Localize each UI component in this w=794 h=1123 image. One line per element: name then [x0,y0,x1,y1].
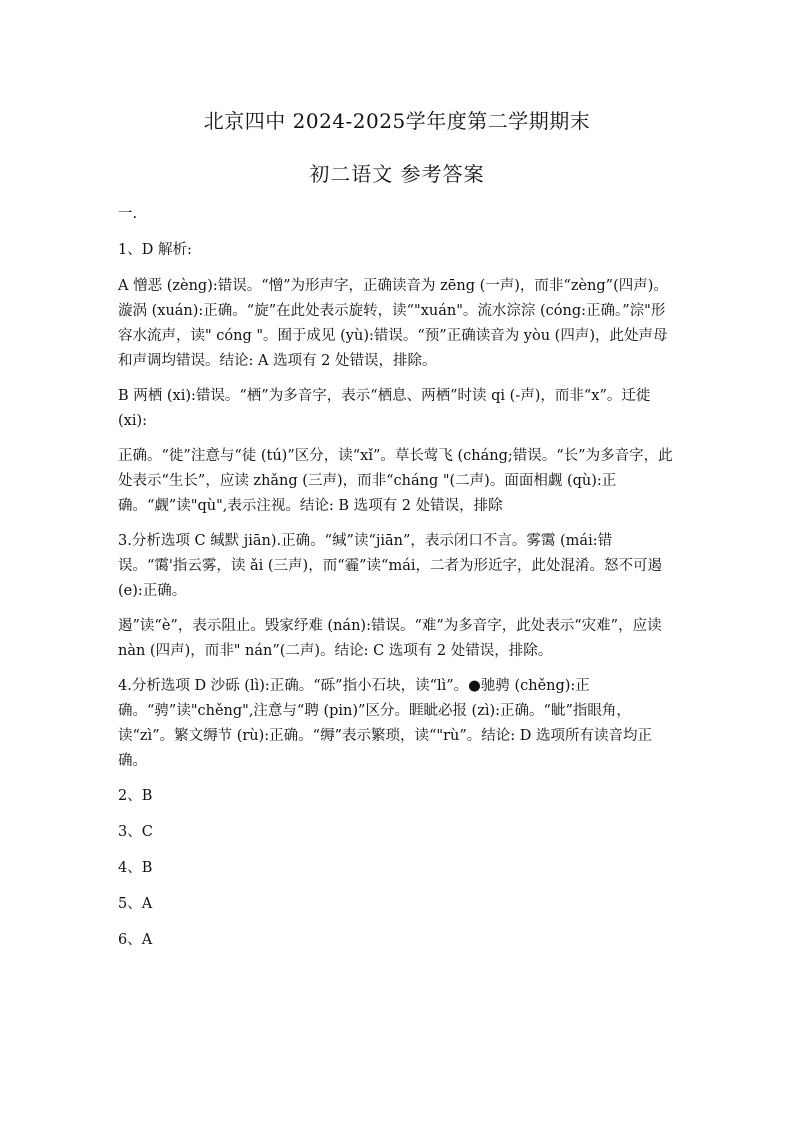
document-subtitle: 初二语文 参考答案 [309,162,485,186]
section-heading: 一. [118,206,138,222]
document-title: 北京四中 2024-2025学年度第二学期期末 [203,109,591,133]
option-a-analysis: A 憎恶 (zèng):错误。“憎”为形声字，正确读音为 zēng (一声)，而非“zèng”(四声)。漩涡 (xuán):正确。“旋”在此处表示旋转，读“"xuán"。流水淙淙 (cóng:正确。”淙"形容水流声，读" cóng "。囿于成见 (yù):错误。“预”正确读音为 yòu (四声)，此处声母和声调均错误。结论: A 选项有 2 处错误，排除。 [118,278,668,369]
option-d-analysis: 4.分析选项 D 沙砾 (lì):正确。“砾”指小石块，读“lì”。●驰骋 (chěng):正确。“骋”读"chěng",注意与“聘 (pin)”区分。睚眦必报 (zì):正确。“眦”指眼角，读“zì”。繁文缛节 (rù):正确。“缛”表示繁琐，读“"rù”。结论: D 选项所有读音均正确。 [118,678,652,769]
answer-line: 6、A [118,932,153,948]
answer-content [118,202,678,964]
answer-line: 5、A [118,896,153,912]
answer-line: 4、B [118,860,153,876]
answer-line: 3、C [118,824,153,840]
option-b-analysis-part1: B 两栖 (xi):错误。“栖”为多音字，表示“栖息、两栖”时读 qi (-声)，而非“x”。迁徙 (xi): [118,388,651,429]
question-1-label: 1、D 解析: [118,242,192,258]
option-c-analysis-part2: 遏”读“è”，表示阻止。毁家纾难 (nán):错误。“难”为多音字，此处表示“灾难”，应读 nàn (四声)，而非" nán”(二声)。结论: C 选项有 2 处错误，排除。 [118,618,662,659]
answer-line: 2、B [118,788,153,804]
option-c-analysis-part1: 3.分析选项 C 缄默 jiān).正确。“缄”读“jiān”，表示闭口不言。雾霭 (mái:错误。“霭'指云雾，读 ǎi (三声)，而“霾”读“mái，二者为形近字，此处混淆。怒不可遏 (e):正确。 [118,533,662,599]
option-b-analysis-part2: 正确。“徙”注意与“徒 (tú)”区分，读“xǐ”。草长莺飞 (cháng;错误。“长”为多音字，此处表示“生长”，应读 zhǎng (三声)，而非“cháng "(二声)。面面相觑 (qù):正确。“觑”读"qù",表示注视。结论: B 选项有 2 处错误，排除 [118,448,673,514]
